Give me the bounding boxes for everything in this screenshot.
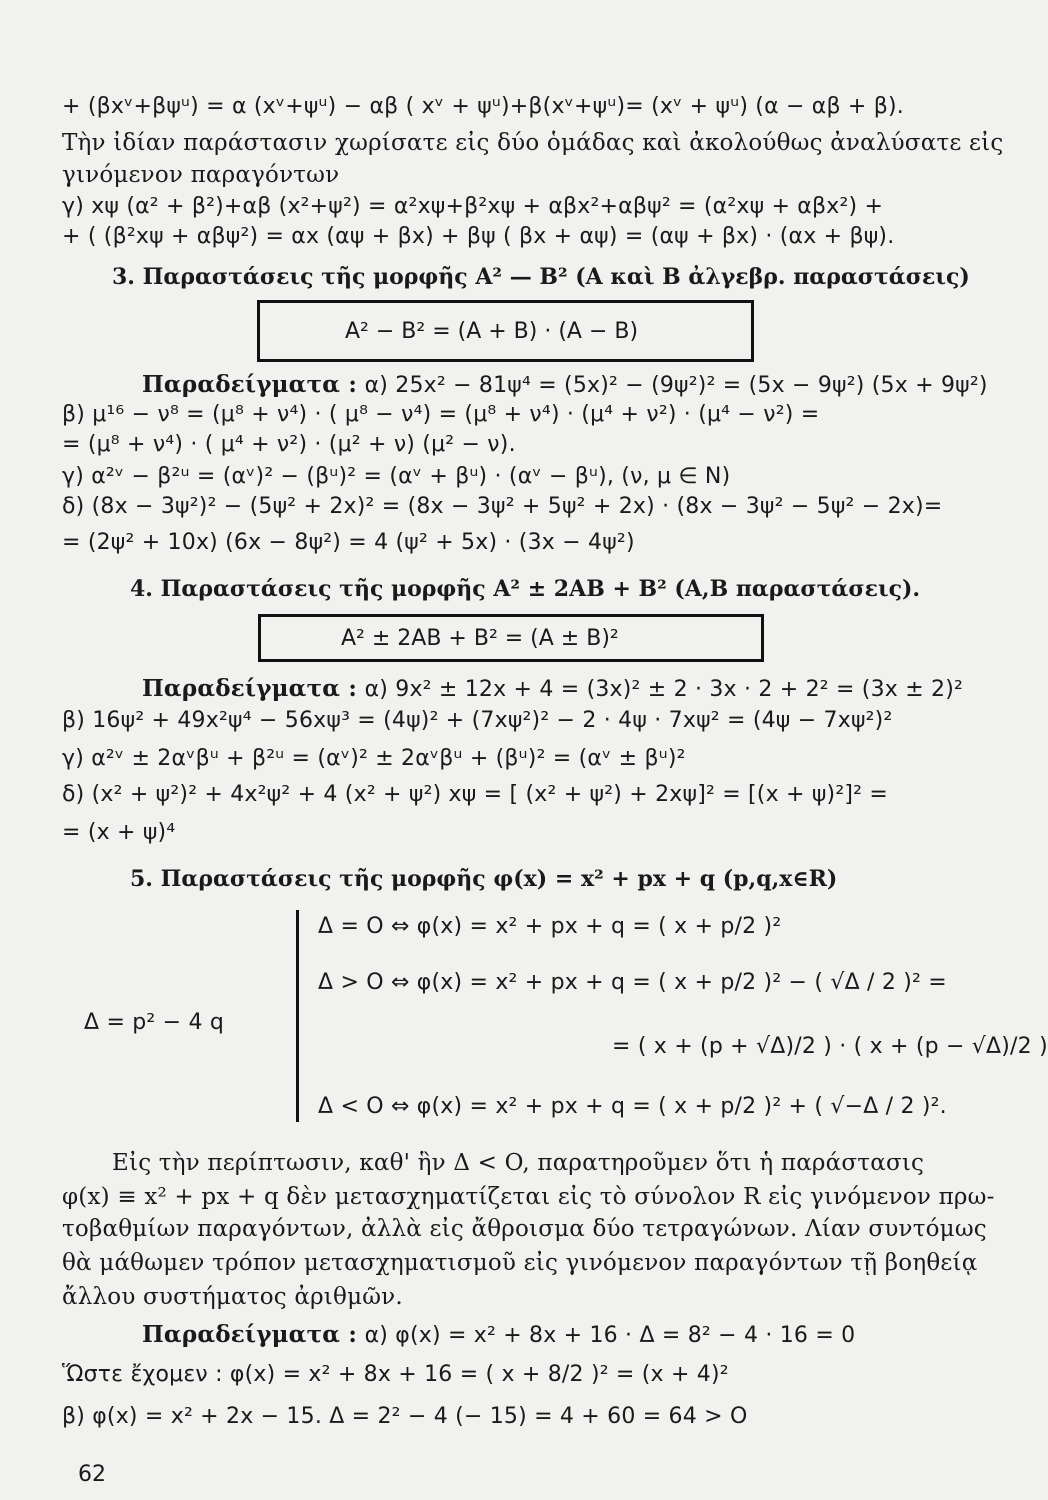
page-number: 62 [78,1462,106,1487]
text-line: + ( (β²xψ + αβψ²) = αx (αψ + βx) + βψ ( βx + αψ) = (αψ + βx) · (αx + βψ). [62,224,895,249]
case-line: Δ = O ⇔ φ(x) = x² + px + q = ( x + p/2 )² [318,914,782,939]
example-row [142,370,988,401]
text-line: + (βxᵛ+βψᵘ) = α (xᵛ+ψᵘ) − αβ ( xᵛ + ψᵘ)+β(xᵛ+ψᵘ)= (xᵛ + ψᵘ) (α − αβ + β). [62,94,904,119]
case-line: Δ < O ⇔ φ(x) = x² + px + q = ( x + p/2 )² + ( √−Δ / 2 )². [318,1094,947,1119]
example: α) 25x² − 81ψ⁴ = (5x)² − (9ψ²)² = (5x − 9ψ²) (5x + 9ψ²) [364,373,988,398]
example-row [142,674,962,705]
vertical-rule [296,910,299,1122]
text-line: θὰ μάθωμεν τρόπον μετασχηματισμοῦ εἰς γινόμενον παραγόντων τῇ βοηθείᾳ [62,1250,978,1276]
examples-label: Παραδείγματα : [142,1321,358,1348]
formula-box: A² − B² = (A + B) · (A − B) [257,300,754,362]
text-line: Εἰς τὴν περίπτωσιν, καθ' ἣν Δ < O, παρατηροῦμεν ὅτι ἡ παράστασις [112,1150,925,1176]
example: δ) (x² + ψ²)² + 4x²ψ² + 4 (x² + ψ²) xψ = [ (x² + ψ²) + 2xψ]² = [(x + ψ)²]² = [62,782,888,807]
formula-box: A² ± 2AB + B² = (A ± B)² [258,614,764,662]
section-heading: 3. Παραστάσεις τῆς μορφῆς A² — B² (A καὶ B ἀλγεβρ. παραστάσεις) [112,264,970,290]
example: γ) α²ᵛ ± 2αᵛβᵘ + β²ᵘ = (αᵛ)² ± 2αᵛβᵘ + (βᵘ)² = (αᵛ ± βᵘ)² [62,746,686,771]
example: = (2ψ² + 10x) (6x − 8ψ²) = 4 (ψ² + 5x) · (3x − 4ψ²) [62,530,635,555]
case-line: = ( x + (p + √Δ)/2 ) · ( x + (p − √Δ)/2 ) [612,1034,1048,1059]
text-line: τοβαθμίων παραγόντων, ἀλλὰ εἰς ἄθροισμα δύο τετραγώνων. Λίαν συντόμως [62,1216,987,1242]
example-row [142,1320,962,1351]
discriminant-definition: Δ = p² − 4 q [84,1010,225,1035]
example: Ὥστε ἔχομεν : φ(x) = x² + 8x + 16 = ( x + 8/2 )² = (x + 4)² [62,1362,729,1387]
example: γ) α²ᵛ − β²ᵘ = (αᵛ)² − (βᵘ)² = (αᵛ + βᵘ) · (αᵛ − βᵘ), (ν, μ ∈ N) [62,464,731,489]
example: β) 16ψ² + 49x²ψ⁴ − 56xψ³ = (4ψ)² + (7xψ²)² − 2 · 4ψ · 7xψ² = (4ψ − 7xψ²)² [62,708,893,733]
examples-label: Παραδείγματα : [142,371,358,398]
text-line: ἄλλου συστήματος ἀριθμῶν. [62,1284,403,1310]
example: α) φ(x) = x² + 8x + 16 · Δ = 8² − 4 · 16 = 0 [364,1323,856,1348]
examples-label: Παραδείγματα : [142,675,358,702]
text-line: Τὴν ἰδίαν παράστασιν χωρίσατε εἰς δύο ὁμάδας καὶ ἀκολούθως ἀναλύσατε εἰς [62,130,1004,156]
text-line: γινόμενον παραγόντων [62,162,340,188]
example: α) 9x² ± 12x + 4 = (3x)² ± 2 · 3x · 2 + 2² = (3x ± 2)² [364,677,964,702]
example: δ) (8x − 3ψ²)² − (5ψ² + 2x)² = (8x − 3ψ² + 5ψ² + 2x) · (8x − 3ψ² − 5ψ² − 2x)= [62,494,943,519]
example: β) μ¹⁶ − ν⁸ = (μ⁸ + ν⁴) · ( μ⁸ − ν⁴) = (μ⁸ + ν⁴) · (μ⁴ + ν²) · (μ⁴ − ν²) = [62,402,820,427]
section-heading: 5. Παραστάσεις τῆς μορφῆς φ(x) = x² + px + q (p,q,x∈R) [130,866,838,892]
example: = (x + ψ)⁴ [62,820,176,845]
case-line: Δ > O ⇔ φ(x) = x² + px + q = ( x + p/2 )² − ( √Δ / 2 )² = [318,970,947,995]
text-line: φ(x) ≡ x² + px + q δὲν μετασχηματίζεται εἰς τὸ σύνολον R εἰς γινόμενον πρω- [62,1184,995,1210]
section-heading: 4. Παραστάσεις τῆς μορφῆς A² ± 2AB + B² (A,B παραστάσεις). [130,576,921,602]
example: β) φ(x) = x² + 2x − 15. Δ = 2² − 4 (− 15) = 4 + 60 = 64 > O [62,1404,748,1429]
example: = (μ⁸ + ν⁴) · ( μ⁴ + ν²) · (μ² + ν) (μ² − ν). [62,432,516,457]
text-line: γ) xψ (α² + β²)+αβ (x²+ψ²) = α²xψ+β²xψ + αβx²+αβψ² = (α²xψ + αβx²) + [62,194,884,219]
